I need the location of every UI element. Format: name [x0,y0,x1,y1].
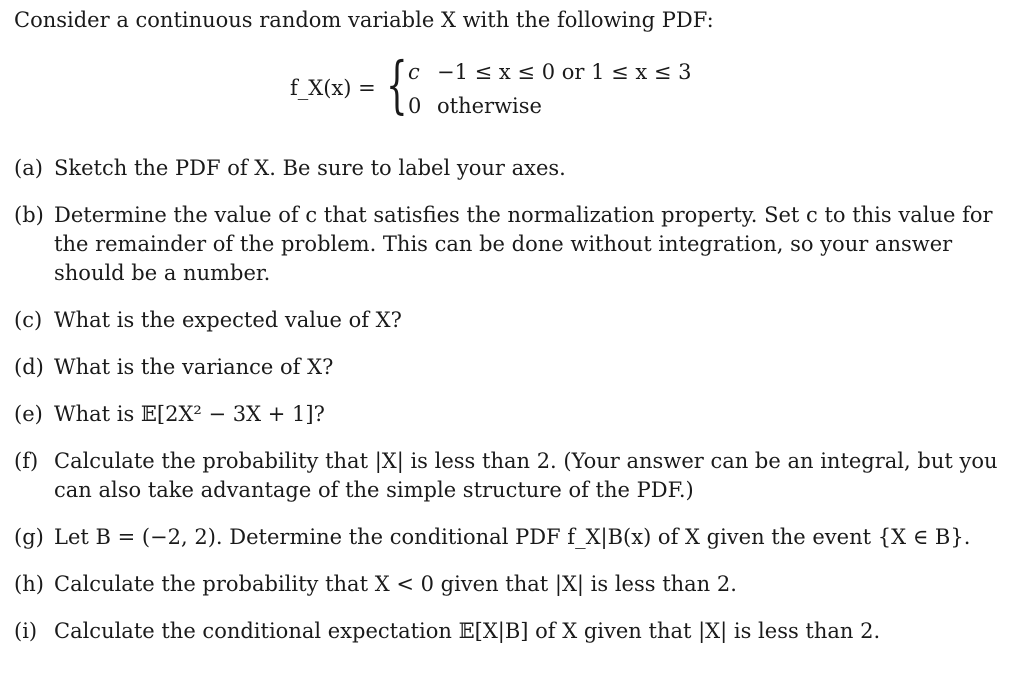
problem-list [14,154,1004,664]
problem-item-h [14,570,1004,599]
pdf-case-1-condition: −1 ≤ x ≤ 0 or 1 ≤ x ≤ 3 [437,60,692,84]
intro-text: Consider a continuous random variable X with the following PDF: [14,8,714,32]
problem-item-i [14,617,1004,646]
problem-item-c [14,306,1004,335]
item-text: Determine the value of c that satisfies the normalization property. Set c to this value for the remainder of the problem. This can be done without integration, so your answer should be a number. [54,203,993,285]
case-brace: { [386,48,408,121]
item-text: Calculate the conditional expectation 𝔼[X|B] of X given that |X| is less than 2. [54,619,881,643]
item-label: (h) [14,572,44,596]
problem-item-e [14,400,1004,429]
item-text: Let B = (−2, 2). Determine the conditional PDF f_X|B(x) of X given the event {X ∈ B}. [54,525,971,549]
pdf-lhs: f_X(x) = [290,76,376,100]
item-label: (b) [14,203,44,227]
item-text: What is the variance of X? [54,355,334,379]
item-label: (a) [14,156,43,180]
item-label: (i) [14,619,38,643]
item-label: (f) [14,449,39,473]
item-text: Sketch the PDF of X. Be sure to label your axes. [54,156,566,180]
item-text: What is 𝔼[2X² − 3X + 1]? [54,402,325,426]
item-text: What is the expected value of X? [54,308,402,332]
item-label: (g) [14,525,44,549]
pdf-equation [290,48,750,126]
problem-item-g [14,523,1004,552]
pdf-case-2-condition: otherwise [437,94,542,118]
problem-item-f [14,447,1004,505]
item-label: (d) [14,355,44,379]
pdf-case-2-value: 0 [408,94,422,118]
item-label: (e) [14,402,43,426]
item-text: Calculate the probability that X < 0 given that |X| is less than 2. [54,572,737,596]
item-label: (c) [14,308,43,332]
pdf-case-1-value: c [408,60,420,84]
problem-item-a [14,154,1004,183]
item-text: Calculate the probability that |X| is less than 2. (Your answer can be an integral, but you can also take advantage of the simple structure of the PDF.) [54,449,998,502]
problem-item-d [14,353,1004,382]
problem-item-b [14,201,1004,288]
